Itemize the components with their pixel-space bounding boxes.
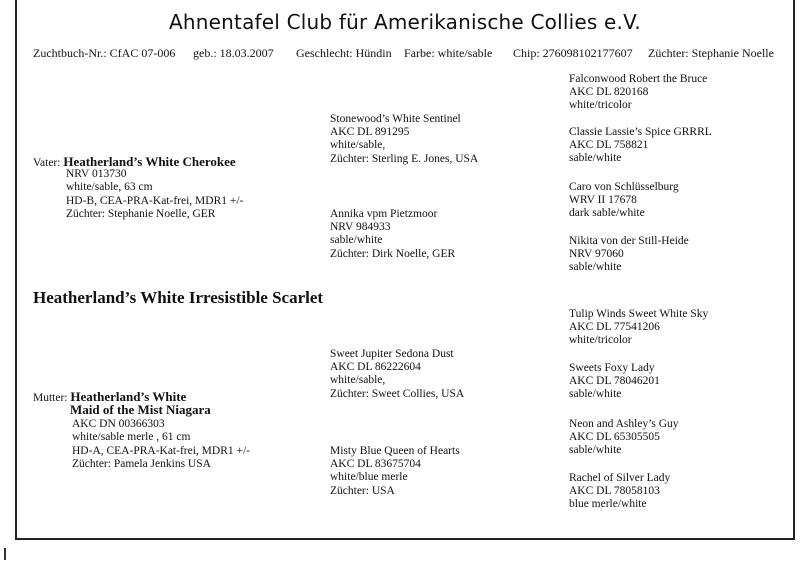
great-grandparent-color: blue merle/white bbox=[569, 498, 647, 511]
chip-number: Chip: 276098102177607 bbox=[513, 46, 633, 60]
sire-color: white/sable, 63 cm bbox=[66, 181, 153, 194]
grandparent-name: Misty Blue Queen of Hearts bbox=[330, 445, 460, 457]
grandparent-name: Annika vpm Pietzmoor bbox=[330, 208, 438, 220]
great-grandparent-block bbox=[569, 73, 707, 113]
grandparent-breeder: Züchter: Sterling E. Jones, USA bbox=[330, 152, 479, 165]
grandparent-reg: AKC DL 83675704 bbox=[330, 458, 421, 471]
grandparent-color: white/sable, bbox=[330, 374, 386, 387]
great-grandparent-reg: AKC DL 65305505 bbox=[569, 431, 660, 444]
great-grandparent-reg: WRV II 17678 bbox=[569, 194, 637, 207]
great-grandparent-name: Tulip Winds Sweet White Sky bbox=[569, 308, 709, 320]
great-grandparent-color: white/tricolor bbox=[569, 334, 632, 347]
great-grandparent-name: Classie Lassie’s Spice GRRRL bbox=[569, 126, 712, 138]
great-grandparent-color: sable/white bbox=[569, 444, 622, 457]
grandparent-block bbox=[330, 348, 464, 401]
great-grandparent-name: Falconwood Robert the Bruce bbox=[569, 73, 708, 85]
grandparent-block bbox=[330, 445, 460, 498]
great-grandparent-block bbox=[569, 181, 679, 221]
sire-name: Heatherland’s White Cherokee bbox=[63, 154, 236, 169]
great-grandparent-block bbox=[569, 235, 689, 275]
great-grandparent-color: white/tricolor bbox=[569, 99, 632, 112]
sire-health: HD-B, CEA-PRA-Kat-frei, MDR1 +/- bbox=[66, 194, 244, 207]
grandparent-reg: NRV 984933 bbox=[330, 221, 391, 234]
breeder: Züchter: Stephanie Noelle bbox=[648, 46, 774, 60]
sire-reg: NRV 013730 bbox=[66, 168, 127, 181]
grandparent-color: sable/white bbox=[330, 234, 383, 247]
great-grandparent-name: Caro von Schlüsselburg bbox=[569, 181, 679, 193]
great-grandparent-block bbox=[569, 418, 679, 458]
dam-reg: AKC DN 00366303 bbox=[72, 418, 165, 431]
dam-name-line1: Heatherland’s White bbox=[70, 389, 187, 404]
great-grandparent-color: sable/white bbox=[569, 152, 622, 165]
dam-breeder: Züchter: Pamela Jenkins USA bbox=[72, 457, 211, 470]
dam-color: white/sable merle , 61 cm bbox=[72, 431, 191, 444]
color: Farbe: white/sable bbox=[404, 46, 493, 60]
margin-mark bbox=[4, 548, 6, 560]
birth-date: geb.: 18.03.2007 bbox=[193, 46, 274, 60]
great-grandparent-block bbox=[569, 126, 712, 166]
dam-prefix: Mutter: bbox=[33, 392, 68, 404]
dog-name: Heatherland’s White Irresistible Scarlet bbox=[33, 288, 324, 307]
great-grandparent-reg: AKC DL 758821 bbox=[569, 139, 649, 152]
grandparent-reg: AKC DL 86222604 bbox=[330, 361, 421, 374]
great-grandparent-color: dark sable/white bbox=[569, 207, 645, 220]
grandparent-block bbox=[330, 208, 455, 261]
great-grandparent-reg: AKC DL 78046201 bbox=[569, 375, 660, 388]
sex: Geschlecht: Hündin bbox=[296, 46, 392, 60]
great-grandparent-color: sable/white bbox=[569, 261, 622, 274]
grandparent-block bbox=[330, 113, 478, 166]
document-title: Ahnentafel Club für Amerikanische Collies e.V. bbox=[169, 10, 641, 34]
grandparent-breeder: Züchter: Dirk Noelle, GER bbox=[330, 247, 456, 260]
grandparent-breeder: Züchter: USA bbox=[330, 484, 395, 497]
grandparent-color: white/sable, bbox=[330, 139, 386, 152]
great-grandparent-block bbox=[569, 472, 670, 512]
dam-health: HD-A, CEA-PRA-Kat-frei, MDR1 +/- bbox=[72, 444, 251, 457]
grandparent-reg: AKC DL 891295 bbox=[330, 126, 410, 139]
great-grandparent-reg: AKC DL 78058103 bbox=[569, 485, 660, 498]
dam-name-line2: Maid of the Mist Niagara bbox=[70, 402, 211, 418]
great-grandparent-reg: AKC DL 820168 bbox=[569, 86, 649, 99]
grandparent-breeder: Züchter: Sweet Collies, USA bbox=[330, 387, 465, 400]
great-grandparent-reg: NRV 97060 bbox=[569, 248, 624, 261]
great-grandparent-color: sable/white bbox=[569, 388, 622, 401]
grandparent-color: white/blue merle bbox=[330, 471, 408, 484]
grandparent-name: Sweet Jupiter Sedona Dust bbox=[330, 348, 454, 360]
dam-block bbox=[33, 390, 250, 471]
sire-prefix: Vater: bbox=[33, 157, 61, 169]
great-grandparent-name: Rachel of Silver Lady bbox=[569, 472, 671, 484]
great-grandparent-block bbox=[569, 362, 660, 402]
sire-block bbox=[33, 155, 243, 221]
great-grandparent-reg: AKC DL 77541206 bbox=[569, 321, 660, 334]
sire-breeder: Züchter: Stephanie Noelle, GER bbox=[66, 207, 216, 220]
great-grandparent-block bbox=[569, 308, 708, 348]
great-grandparent-name: Nikita von der Still-Heide bbox=[569, 235, 689, 247]
great-grandparent-name: Sweets Foxy Lady bbox=[569, 362, 655, 374]
grandparent-name: Stonewood’s White Sentinel bbox=[330, 113, 461, 125]
great-grandparent-name: Neon and Ashley’s Guy bbox=[569, 418, 679, 430]
zuchtbuch-nr: Zuchtbuch-Nr.: CfAC 07-006 bbox=[33, 46, 176, 60]
